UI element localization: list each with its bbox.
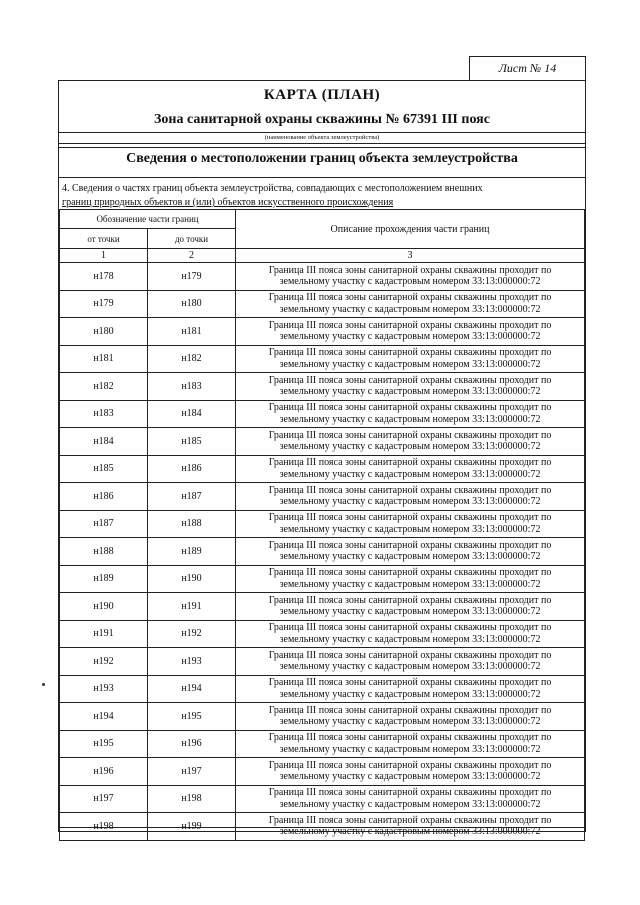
to-point-cell: н185 [148,428,236,456]
description-line-1: Граница III пояса зоны санитарной охраны скважины проходит по [268,539,552,551]
to-point-cell: н195 [148,703,236,731]
description-line-1: Граница III пояса зоны санитарной охраны скважины проходит по [268,347,552,359]
table-row [60,703,585,731]
to-point-cell: н189 [148,538,236,566]
to-point-cell: н192 [148,620,236,648]
description-cell [236,345,585,373]
header-to-point: до точки [148,229,236,249]
description-line-1: Граница III пояса зоны санитарной охраны скважины проходит по [268,622,552,634]
description-line-2: земельному участку с кадастровым номером 33:13:000000:72 [279,441,541,453]
column-number-3: 3 [236,249,585,263]
description-line-2: земельному участку с кадастровым номером 33:13:000000:72 [279,661,541,673]
from-point-cell: н197 [60,785,148,813]
to-point-cell: н188 [148,510,236,538]
description-cell [236,703,585,731]
description-line-2: земельному участку с кадастровым номером 33:13:000000:72 [279,303,541,315]
description-cell [236,758,585,786]
description-cell [236,565,585,593]
from-point-cell: н182 [60,373,148,401]
from-point-cell: н193 [60,675,148,703]
to-point-cell: н196 [148,730,236,758]
table-row [60,758,585,786]
description-line-1: Граница III пояса зоны санитарной охраны скважины проходит по [268,484,552,496]
description-cell [236,318,585,346]
description-cell [236,785,585,813]
description-cell [236,263,585,291]
description-line-1: Граница III пояса зоны санитарной охраны скважины проходит по [268,264,552,276]
table-row [60,373,585,401]
from-point-cell: н194 [60,703,148,731]
from-point-cell: н184 [60,428,148,456]
description-cell [236,373,585,401]
to-point-cell: н183 [148,373,236,401]
from-point-cell: н191 [60,620,148,648]
table-row [60,675,585,703]
description-line-2: земельному участку с кадастровым номером 33:13:000000:72 [279,743,541,755]
from-point-cell: н186 [60,483,148,511]
table-row [60,538,585,566]
to-point-cell: н194 [148,675,236,703]
description-line-2: земельному участку с кадастровым номером 33:13:000000:72 [279,551,541,563]
header-description: Описание прохождения части границ [236,210,585,249]
to-point-cell: н182 [148,345,236,373]
table-row [60,263,585,291]
table-row [60,565,585,593]
to-point-cell: н180 [148,290,236,318]
description-line-1: Граница III пояса зоны санитарной охраны скважины проходит по [268,594,552,606]
table-row [60,455,585,483]
column-number-1: 1 [60,249,148,263]
to-point-cell: н199 [148,813,236,841]
description-line-2: земельному участку с кадастровым номером 33:13:000000:72 [279,633,541,645]
description-cell [236,593,585,621]
header-boundary-part: Обозначение части границ [60,210,236,229]
from-point-cell: н180 [60,318,148,346]
to-point-cell: н181 [148,318,236,346]
table-row [60,593,585,621]
from-point-cell: н195 [60,730,148,758]
description-cell [236,538,585,566]
description-line-2: земельному участку с кадастровым номером 33:13:000000:72 [279,771,541,783]
description-line-2: земельному участку с кадастровым номером 33:13:000000:72 [279,413,541,425]
description-cell [236,620,585,648]
table-row [60,400,585,428]
description-line-1: Граница III пояса зоны санитарной охраны скважины проходит по [268,512,552,524]
to-point-cell: н190 [148,565,236,593]
description-line-2: земельному участку с кадастровым номером 33:13:000000:72 [279,826,541,838]
table-row [60,730,585,758]
table-row [60,290,585,318]
table-row [60,345,585,373]
sheet-number-label: Лист № 14 [469,56,586,80]
description-line-2: земельному участку с кадастровым номером 33:13:000000:72 [279,798,541,810]
table-row [60,318,585,346]
document-title: КАРТА (ПЛАН) [263,87,381,103]
description-line-2: земельному участку с кадастровым номером 33:13:000000:72 [279,688,541,700]
description-cell [236,730,585,758]
description-line-1: Граница III пояса зоны санитарной охраны скважины проходит по [268,814,552,826]
from-point-cell: н178 [60,263,148,291]
description-line-2: земельному участку с кадастровым номером 33:13:000000:72 [279,578,541,590]
document-frame [58,80,586,838]
from-point-cell: н192 [60,648,148,676]
section-divider-inner [59,147,585,148]
description-line-2: земельному участку с кадастровым номером 33:13:000000:72 [279,523,541,535]
boundary-table [59,209,585,841]
section-title: Сведения о местоположении границ объекта землеустройства [126,151,518,166]
from-point-cell: н179 [60,290,148,318]
table-row [60,620,585,648]
description-line-1: Граница III пояса зоны санитарной охраны скважины проходит по [268,732,552,744]
description-line-1: Граница III пояса зоны санитарной охраны скважины проходит по [268,759,552,771]
from-point-cell: н196 [60,758,148,786]
from-point-cell: н190 [60,593,148,621]
description-line-1: Граница III пояса зоны санитарной охраны скважины проходит по [268,567,552,579]
from-point-cell: н187 [60,510,148,538]
section-note [62,182,565,210]
to-point-cell: н191 [148,593,236,621]
scan-speck [42,683,45,686]
description-cell [236,648,585,676]
description-cell [236,510,585,538]
description-line-1: Граница III пояса зоны санитарной охраны скважины проходит по [268,787,552,799]
to-point-cell: н187 [148,483,236,511]
description-cell [236,428,585,456]
description-line-1: Граница III пояса зоны санитарной охраны скважины проходит по [268,402,552,414]
table-row [60,483,585,511]
to-point-cell: н179 [148,263,236,291]
description-cell [236,290,585,318]
bottom-rule [59,827,585,828]
table-row [60,785,585,813]
from-point-cell: н198 [60,813,148,841]
from-point-cell: н188 [60,538,148,566]
table-row [60,428,585,456]
section-rule [59,177,585,178]
to-point-cell: н193 [148,648,236,676]
description-line-2: земельному участку с кадастровым номером 33:13:000000:72 [279,496,541,508]
header-from-point: от точки [60,229,148,249]
description-line-1: Граница III пояса зоны санитарной охраны скважины проходит по [268,649,552,661]
from-point-cell: н183 [60,400,148,428]
description-line-1: Граница III пояса зоны санитарной охраны скважины проходит по [268,374,552,386]
section-divider [59,143,585,144]
to-point-cell: н184 [148,400,236,428]
description-line-1: Граница III пояса зоны санитарной охраны скважины проходит по [268,292,552,304]
description-line-2: земельному участку с кадастровым номером 33:13:000000:72 [279,276,541,288]
note-line-1: 4. Сведения о частях границ объекта землеустройства, совпадающих с местоположением внешних [62,183,483,194]
description-line-1: Граница III пояса зоны санитарной охраны скважины проходит по [268,457,552,469]
caption-rule [59,132,585,133]
from-point-cell: н181 [60,345,148,373]
description-line-1: Граница III пояса зоны санитарной охраны скважины проходит по [268,319,552,331]
description-line-1: Граница III пояса зоны санитарной охраны скважины проходит по [268,677,552,689]
from-point-cell: н189 [60,565,148,593]
description-line-2: земельному участку с кадастровым номером 33:13:000000:72 [279,468,541,480]
description-line-2: земельному участку с кадастровым номером 33:13:000000:72 [279,358,541,370]
description-line-2: земельному участку с кадастровым номером 33:13:000000:72 [279,386,541,398]
table-row [60,510,585,538]
from-point-cell: н185 [60,455,148,483]
object-caption: (наименование объекта землеустройства) [264,134,380,141]
to-point-cell: н198 [148,785,236,813]
table-row [60,648,585,676]
to-point-cell: н197 [148,758,236,786]
note-line-2: границ природных объектов и (или) объектов искусственного происхождения [62,197,394,208]
description-line-2: земельному участку с кадастровым номером 33:13:000000:72 [279,331,541,343]
description-cell [236,455,585,483]
description-line-2: земельному участку с кадастровым номером 33:13:000000:72 [279,606,541,618]
description-cell [236,483,585,511]
to-point-cell: н186 [148,455,236,483]
description-line-1: Граница III пояса зоны санитарной охраны скважины проходит по [268,704,552,716]
description-line-2: земельному участку с кадастровым номером 33:13:000000:72 [279,716,541,728]
description-line-1: Граница III пояса зоны санитарной охраны скважины проходит по [268,429,552,441]
document-subtitle: Зона санитарной охраны скважины № 67391 III пояс [154,112,490,127]
column-number-2: 2 [148,249,236,263]
description-cell [236,400,585,428]
description-cell [236,675,585,703]
